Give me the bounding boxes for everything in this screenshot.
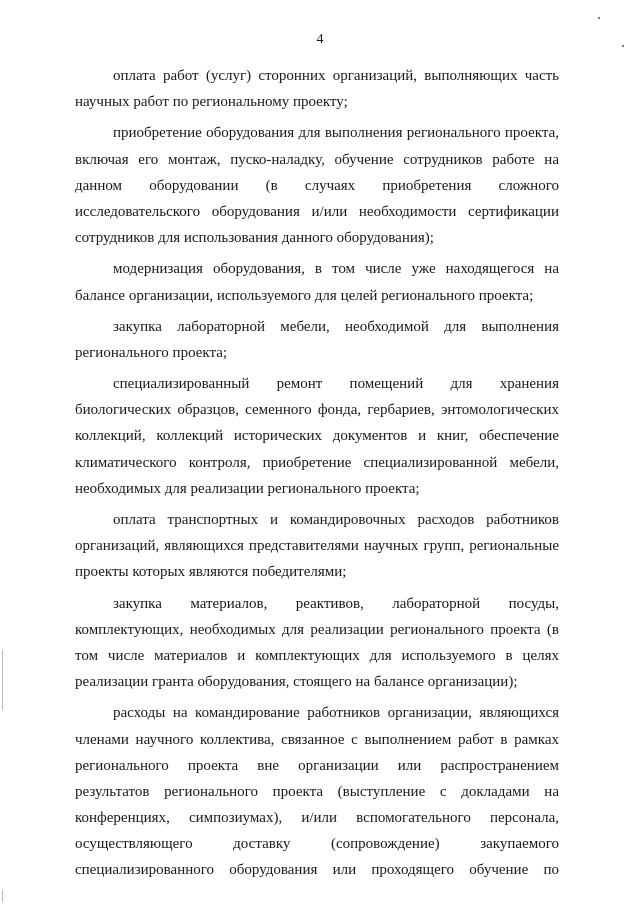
scan-edge-mark xyxy=(2,890,3,902)
text-line: модернизация оборудования, в том числе уже находящегося на xyxy=(113,261,559,278)
text-line: результатов регионального проекта (выступление с докладами на xyxy=(75,783,559,800)
scan-edge-mark xyxy=(2,650,3,710)
paragraph-materials-purchase xyxy=(75,591,559,696)
text-line: специализированного оборудования или проходящего обучение по xyxy=(75,862,559,879)
text-line: оплата работ (услуг) сторонних организаций, выполняющих часть xyxy=(113,68,559,84)
paragraph-outsourced-work xyxy=(75,63,559,115)
text-line: том числе материалов и комплектующих для используемого в целях xyxy=(75,647,559,664)
scan-speck xyxy=(622,45,624,47)
text-line: закупка лабораторной мебели, необходимой для выполнения xyxy=(113,318,559,335)
page-number: 4 xyxy=(316,32,324,47)
text-line: биологических образцов, семенного фонда, гербариев, энтомологических xyxy=(75,402,559,419)
paragraph-lab-furniture xyxy=(75,314,559,366)
paragraph-specialized-repair xyxy=(75,371,559,502)
text-line: конференциях, симпозиумах), и/или вспомогательного персонала, xyxy=(75,810,559,827)
text-line: приобретение оборудования для выполнения регионального проекта, xyxy=(113,125,559,142)
text-line: сотрудников для использования данного оборудования); xyxy=(75,230,434,247)
text-line: включая его монтаж, пуско-наладку, обучение сотрудников работе на xyxy=(75,151,559,168)
text-line: необходимых для реализации регионального проекта; xyxy=(75,480,420,497)
text-line: оплата транспортных и командировочных расходов работников xyxy=(113,512,559,528)
text-line: закупка материалов, реактивов, лабораторной посуды, xyxy=(113,595,559,612)
text-line: балансе организации, используемого для целей регионального проекта; xyxy=(75,287,534,304)
text-line: организаций, являющихся представителями научных групп, региональные xyxy=(75,538,559,555)
text-line: специализированный ремонт помещений для хранения xyxy=(113,376,559,393)
text-line: климатического контроля, приобретение специализированной мебели, xyxy=(75,454,559,471)
body-text xyxy=(75,63,559,889)
text-line: исследовательского оборудования и/или необходимости сертификации xyxy=(75,203,559,220)
text-line: членами научного коллектива, связанное с выполнением работ в рамках xyxy=(75,731,559,748)
text-line: расходы на командирование работников организации, являющихся xyxy=(113,705,559,722)
text-line: реализации гранта оборудования, стоящего на балансе организации); xyxy=(75,674,518,691)
text-line: научных работ по региональному проекту; xyxy=(75,94,348,111)
text-line: проекты которых являются победителями; xyxy=(75,564,347,581)
text-line: осуществляющего доставку (сопровождение) закупаемого xyxy=(75,836,559,853)
paragraph-travel-expenses xyxy=(75,507,559,586)
text-line: коллекций, коллекций исторических документов и книг, обеспечение xyxy=(75,428,559,445)
scan-speck xyxy=(598,17,600,19)
paragraph-business-trips xyxy=(75,700,559,883)
paragraph-equipment-purchase xyxy=(75,120,559,251)
paragraph-equipment-modernization xyxy=(75,256,559,308)
text-line: регионального проекта; xyxy=(75,344,228,361)
text-line: комплектующих, необходимых для реализации регионального проекта (в xyxy=(75,621,559,638)
text-line: регионального проекта вне организации или распространением xyxy=(75,757,559,774)
text-line: данном оборудовании (в случаях приобретения сложного xyxy=(75,177,559,194)
